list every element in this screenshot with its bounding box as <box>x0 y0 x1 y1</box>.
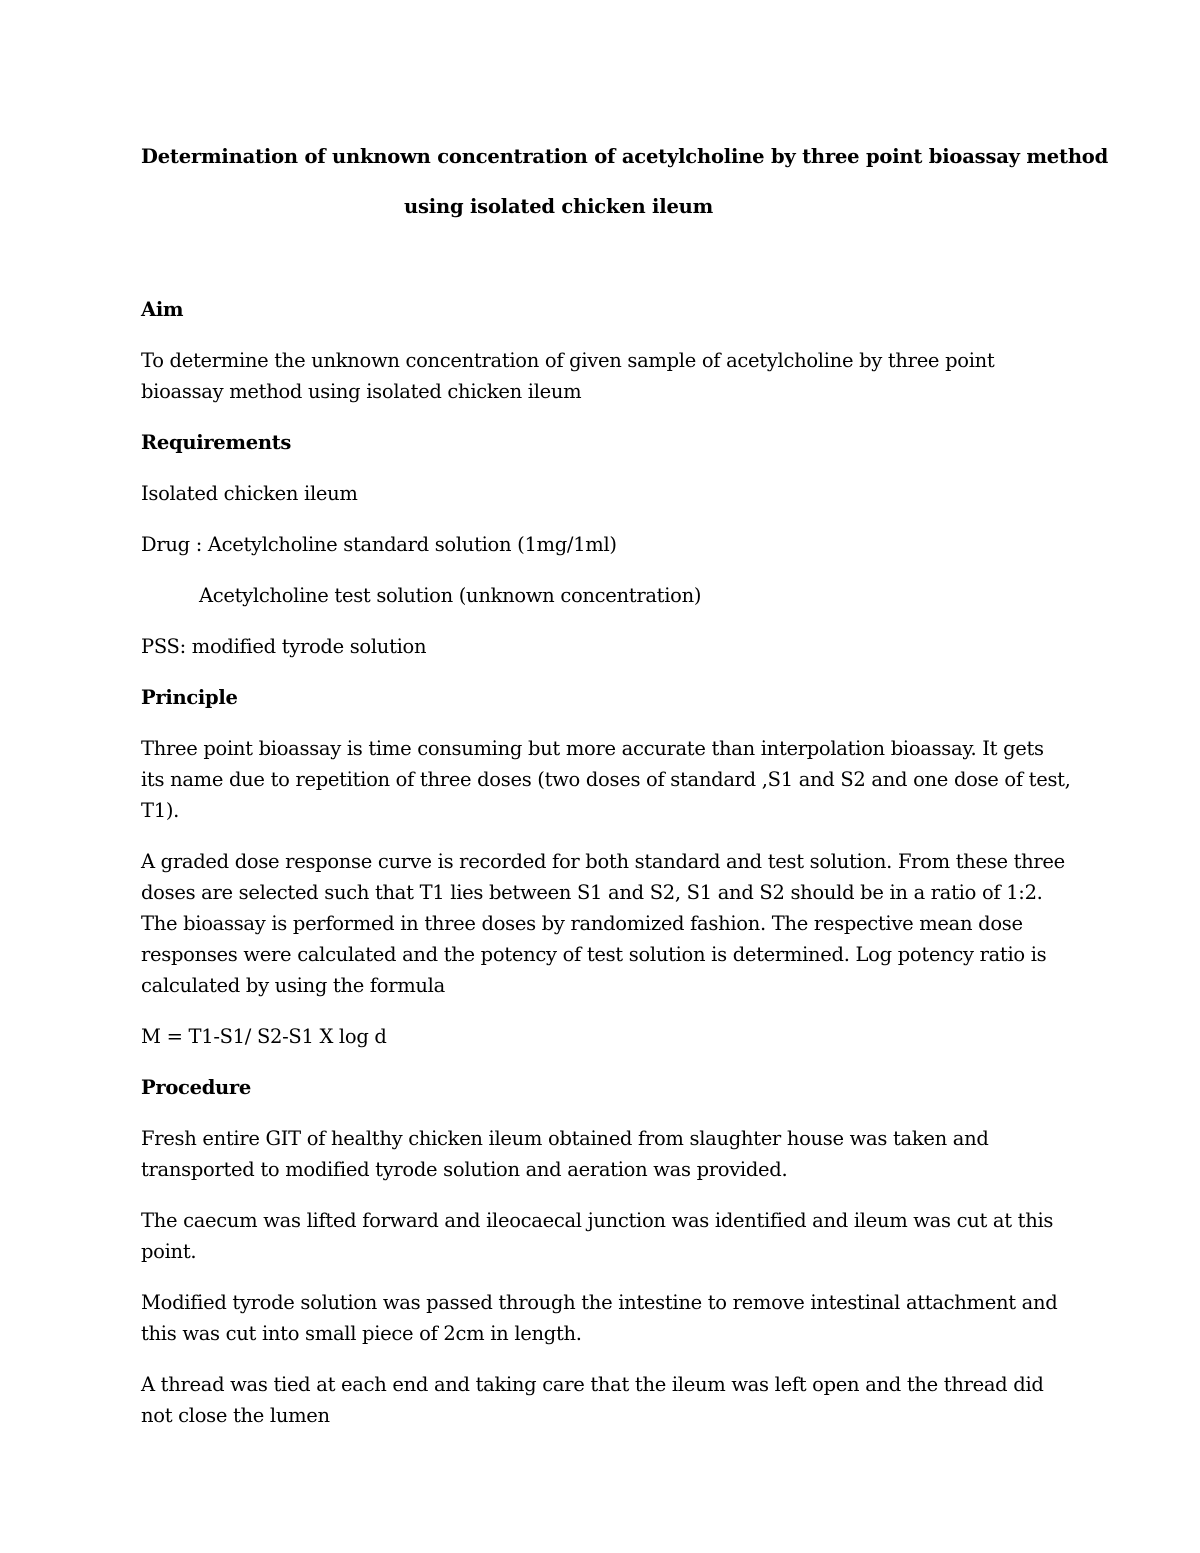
procedure-paragraph: A thread was tied at each end and taking care that the ileum was left open and the thread did not close the lumen <box>141 1373 1044 1427</box>
requirements-heading: Requirements <box>141 431 292 454</box>
aim-heading: Aim <box>141 298 184 321</box>
procedure-paragraph: Fresh entire GIT of healthy chicken ileum obtained from slaughter house was taken and transported to modified tyrode solution and aeration was provided. <box>141 1127 989 1181</box>
principle-heading: Principle <box>141 686 238 709</box>
principle-paragraph: Three point bioassay is time consuming but more accurate than interpolation bioassay. It gets its name due to repetition of three doses (two doses of standard ,S1 and S2 and one dose of test, T1). <box>141 737 1071 822</box>
document-title-line-2: using isolated chicken ileum <box>404 195 714 218</box>
requirement-item: PSS: modified tyrode solution <box>141 635 427 658</box>
requirement-item: Acetylcholine test solution (unknown concentration) <box>199 584 702 607</box>
aim-text: To determine the unknown concentration of given sample of acetylcholine by three point bioassay method using isolated chicken ileum <box>141 349 995 403</box>
requirement-item: Drug : Acetylcholine standard solution (1mg/1ml) <box>141 533 617 556</box>
requirement-item: Isolated chicken ileum <box>141 482 358 505</box>
principle-formula: M = T1-S1/ S2-S1 X log d <box>141 1025 387 1048</box>
procedure-paragraph: The caecum was lifted forward and ileocaecal junction was identified and ileum was cut at this point. <box>141 1209 1054 1263</box>
procedure-paragraph: Modified tyrode solution was passed through the intestine to remove intestinal attachment and this was cut into small piece of 2cm in length. <box>141 1291 1058 1345</box>
document-title-line-1: Determination of unknown concentration of acetylcholine by three point bioassay method <box>141 145 1109 168</box>
principle-paragraph: A graded dose response curve is recorded for both standard and test solution. From these three doses are selected such that T1 lies between S1 and S2, S1 and S2 should be in a ratio of 1:2. The bioassay is performed in three doses by randomized fashion. The respective mean dose responses were calculated and the potency of test solution is determined. Log potency ratio is calculated by using the formula <box>141 850 1065 997</box>
document-body <box>141 294 1071 1451</box>
procedure-heading: Procedure <box>141 1076 252 1099</box>
